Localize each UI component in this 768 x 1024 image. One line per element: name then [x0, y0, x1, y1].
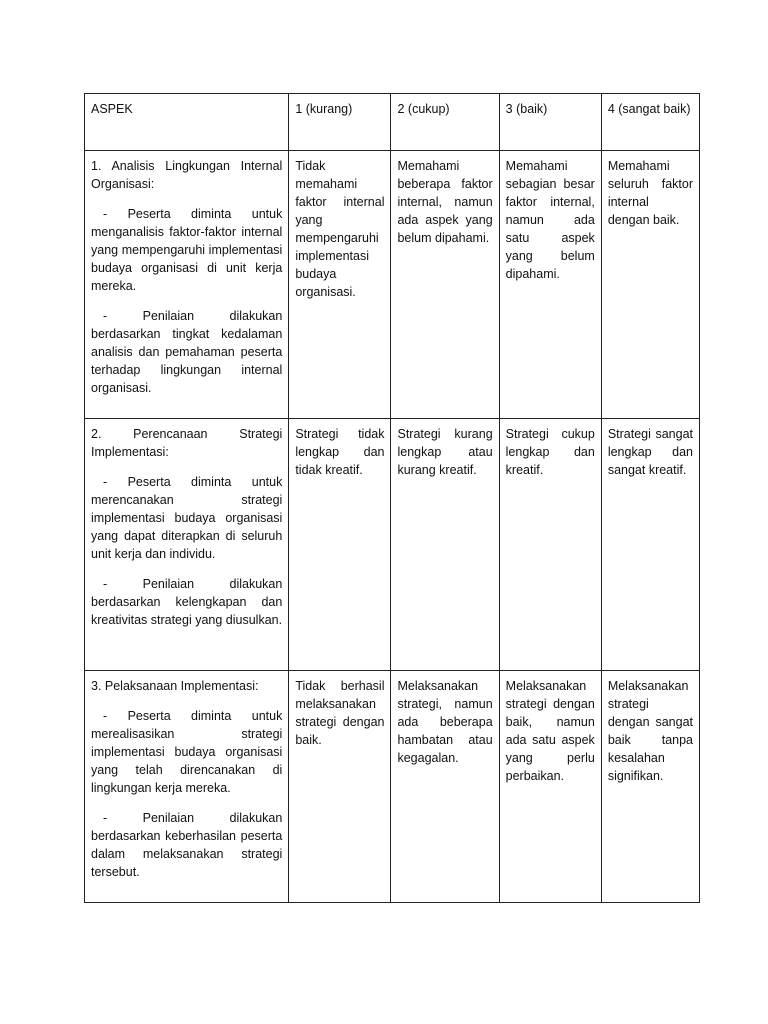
score-1-cell: Tidak berhasil melaksanakan strategi dengan baik. — [289, 671, 391, 903]
score-3-cell: Memahami sebagian besar faktor internal, namun ada satu aspek yang belum dipahami. — [499, 151, 601, 419]
score-2-cell: Memahami beberapa faktor internal, namun ada aspek yang belum dipahami. — [391, 151, 499, 419]
score-4-cell: Strategi sangat lengkap dan sangat kreatif. — [601, 419, 699, 671]
table-row — [85, 671, 700, 903]
header-score-1: 1 (kurang) — [289, 94, 391, 151]
score-3-cell: Strategi cukup lengkap dan kreatif. — [499, 419, 601, 671]
header-score-2: 2 (cukup) — [391, 94, 499, 151]
table-header-row — [85, 94, 700, 151]
header-aspek: ASPEK — [85, 94, 289, 151]
score-2-cell: Melaksanakan strategi, namun ada beberapa hambatan atau kegagalan. — [391, 671, 499, 903]
aspect-point: - Peserta diminta untuk menganalisis faktor-faktor internal yang mempengaruhi implementasi budaya organisasi di unit kerja mereka. — [91, 207, 283, 293]
aspect-cell — [85, 419, 289, 671]
score-1-cell: Tidak memahami faktor internal yang mempengaruhi implementasi budaya organisasi. — [289, 151, 391, 419]
aspect-point: - Penilaian dilakukan berdasarkan kelengkapan dan kreativitas strategi yang diusulkan. — [91, 577, 283, 627]
assessment-rubric-table — [84, 93, 700, 903]
aspect-cell — [85, 671, 289, 903]
header-score-4: 4 (sangat baik) — [601, 94, 699, 151]
aspect-title: 2. Perencanaan Strategi Implementasi: — [91, 427, 283, 459]
table-row — [85, 151, 700, 419]
aspect-title: 3. Pelaksanaan Implementasi: — [91, 679, 259, 693]
score-1-cell: Strategi tidak lengkap dan tidak kreatif. — [289, 419, 391, 671]
table-row — [85, 419, 700, 671]
aspect-point: - Penilaian dilakukan berdasarkan tingkat kedalaman analisis dan pemahaman peserta terhadap lingkungan internal organisasi. — [91, 309, 283, 395]
score-3-cell: Melaksanakan strategi dengan baik, namun ada satu aspek yang perlu perbaikan. — [499, 671, 601, 903]
aspect-cell — [85, 151, 289, 419]
aspect-point: - Peserta diminta untuk merencanakan strategi implementasi budaya organisasi yang dapat diterapkan di seluruh unit kerja dan individu. — [91, 475, 283, 561]
score-4-cell: Melaksanakan strategi dengan sangat baik tanpa kesalahan signifikan. — [601, 671, 699, 903]
aspect-point: - Peserta diminta untuk merealisasikan strategi implementasi budaya organisasi yang telah direncanakan di lingkungan kerja mereka. — [91, 709, 283, 795]
header-score-3: 3 (baik) — [499, 94, 601, 151]
aspect-point: - Penilaian dilakukan berdasarkan keberhasilan peserta dalam melaksanakan strategi tersebut. — [91, 811, 283, 879]
aspect-title: 1. Analisis Lingkungan Internal Organisasi: — [91, 159, 283, 191]
score-2-cell: Strategi kurang lengkap atau kurang kreatif. — [391, 419, 499, 671]
score-4-cell: Memahami seluruh faktor internal dengan baik. — [601, 151, 699, 419]
